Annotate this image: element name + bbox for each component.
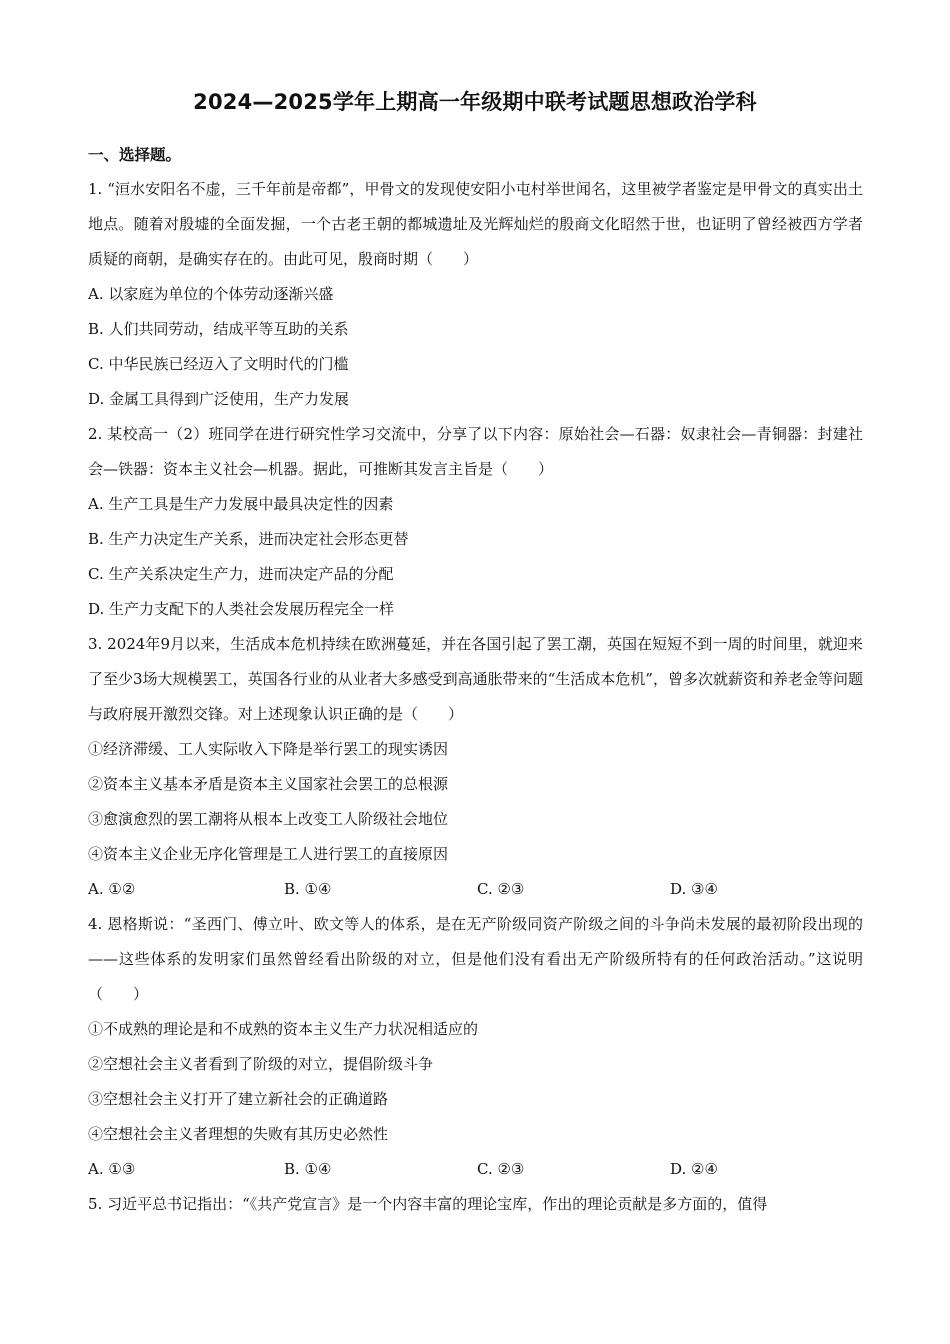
- question-stem: 2. 某校高一（2）班同学在进行研究性学习交流中，分享了以下内容：原始社会—石器：奴隶社会—青铜器：封建社会—铁器：资本主义社会—机器。据此，可推断其发言主旨是（ ）: [88, 425, 863, 478]
- answer-option-c: C. ②③: [477, 1160, 525, 1178]
- statement-2: ②资本主义基本矛盾是资本主义国家社会罢工的总根源: [88, 775, 449, 793]
- answer-option-d: D. ②④: [670, 1160, 718, 1178]
- answer-option-b: B. 生产力决定生产关系，进而决定社会形态更替: [88, 530, 409, 548]
- statement-3: ③空想社会主义打开了建立新社会的正确道路: [88, 1090, 389, 1108]
- answer-option-d: D. 生产力支配下的人类社会发展历程完全一样: [88, 600, 395, 618]
- answer-option-c: C. 中华民族已经迈入了文明时代的门槛: [88, 355, 349, 373]
- answer-option-a: A. 生产工具是生产力发展中最具决定性的因素: [88, 495, 394, 513]
- statement-4: ④资本主义企业无序化管理是工人进行罢工的直接原因: [88, 845, 449, 863]
- answer-option-a: A. ①②: [88, 880, 136, 898]
- question-4: [88, 907, 863, 1187]
- answer-choices: [88, 872, 863, 907]
- answer-option-a: A. 以家庭为单位的个体劳动逐渐兴盛: [88, 285, 334, 303]
- answer-option-d: D. 金属工具得到广泛使用，生产力发展: [88, 390, 350, 408]
- answer-option-b: B. ①④: [284, 1160, 332, 1178]
- section-heading: 一、选择题。: [88, 146, 182, 164]
- question-1: [88, 172, 863, 417]
- page-title: 2024—2025学年上期高一年级期中联考试题思想政治学科: [193, 90, 757, 114]
- question-stem: 5. 习近平总书记指出：“《共产党宣言》是一个内容丰富的理论宝库，作出的理论贡献是多方面的，值得: [88, 1195, 768, 1213]
- question-3: [88, 627, 863, 907]
- answer-option-b: B. ①④: [284, 880, 332, 898]
- statement-4: ④空想社会主义者理想的失败有其历史必然性: [88, 1125, 389, 1143]
- statement-3: ③愈演愈烈的罢工潮将从根本上改变工人阶级社会地位: [88, 810, 449, 828]
- answer-option-d: D. ③④: [670, 880, 718, 898]
- statement-1: ①经济滞缓、工人实际收入下降是举行罢工的现实诱因: [88, 740, 449, 758]
- answer-option-c: C. 生产关系决定生产力，进而决定产品的分配: [88, 565, 394, 583]
- question-stem: 4. 恩格斯说：“圣西门、傅立叶、欧文等人的体系，是在无产阶级同资产阶级之间的斗争尚未发展的最初阶段出现的——这些体系的发明家们虽然曾经看出阶级的对立，但是他们没有看出无产阶级所特有的任何政治活动。”这说明（ ）: [88, 915, 863, 1003]
- answer-option-b: B. 人们共同劳动，结成平等互助的关系: [88, 320, 349, 338]
- question-stem: 1. “洹水安阳名不虚，三千年前是帝都”，甲骨文的发现使安阳小屯村举世闻名，这里被学者鉴定是甲骨文的真实出土地点。随着对殷墟的全面发掘，一个古老王朝的都城遗址及光辉灿烂的殷商文化昭然于世，也证明了曾经被西方学者质疑的商朝，是确实存在的。由此可见，殷商时期（ ）: [88, 180, 863, 268]
- question-list: [88, 172, 863, 1222]
- question-5: [88, 1187, 863, 1222]
- statement-1: ①不成熟的理论是和不成熟的资本主义生产力状况相适应的: [88, 1020, 479, 1038]
- answer-option-c: C. ②③: [477, 880, 525, 898]
- question-2: [88, 417, 863, 627]
- question-stem: 3. 2024年9月以来，生活成本危机持续在欧洲蔓延，并在各国引起了罢工潮，英国在短短不到一周的时间里，就迎来了至少3场大规模罢工，英国各行业的从业者大多感受到高通胀带来的“生活成本危机”，曾多次就薪资和养老金等问题与政府展开激烈交锋。对上述现象认识正确的是（ ）: [88, 635, 863, 723]
- answer-choices: [88, 1152, 863, 1187]
- statement-2: ②空想社会主义者看到了阶级的对立，提倡阶级斗争: [88, 1055, 434, 1073]
- answer-option-a: A. ①③: [88, 1160, 136, 1178]
